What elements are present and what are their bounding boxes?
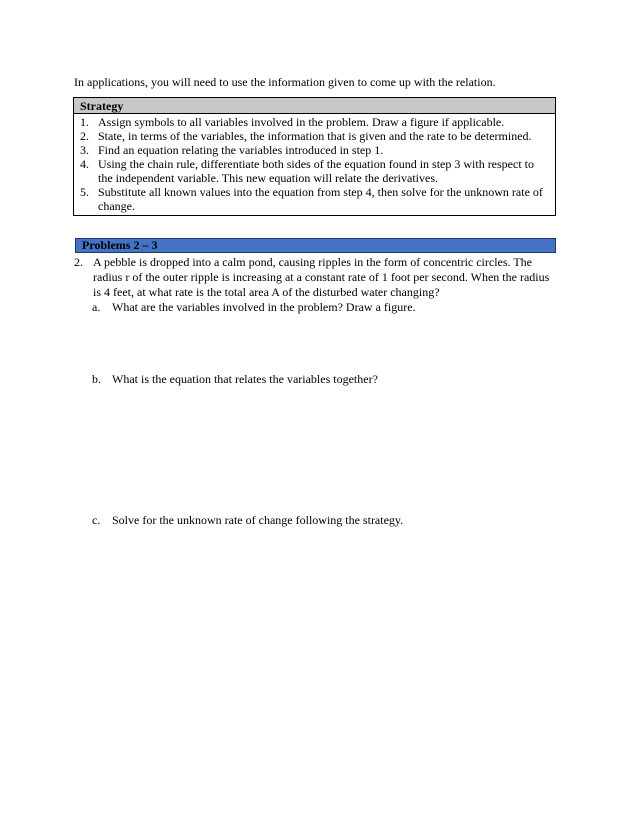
step-text: Assign symbols to all variables involved in the problem. Draw a figure if applicable. — [98, 115, 505, 129]
problem-part-c — [92, 513, 403, 528]
strategy-step — [74, 143, 555, 157]
part-label: a. — [92, 300, 101, 314]
step-text: Find an equation relating the variables introduced in step 1. — [98, 143, 384, 157]
problem-2 — [74, 255, 558, 300]
part-text: What is the equation that relates the variables together? — [112, 372, 378, 386]
problem-part-a — [92, 300, 416, 315]
problem-number: 2. — [74, 255, 83, 269]
strategy-title: Strategy — [74, 98, 555, 114]
step-number: 1. — [80, 115, 89, 129]
step-text: State, in terms of the variables, the information that is given and the rate to be determined. — [98, 129, 532, 143]
step-number: 3. — [80, 143, 89, 157]
problem-part-b — [92, 372, 378, 387]
strategy-step — [74, 129, 555, 143]
part-label: b. — [92, 372, 101, 386]
step-text: Substitute all known values into the equation from step 4, then solve for the unknown rate of change. — [98, 185, 543, 213]
part-label: c. — [92, 513, 101, 527]
part-text: Solve for the unknown rate of change following the strategy. — [112, 513, 404, 527]
problems-header: Problems 2 – 3 — [75, 238, 556, 253]
strategy-step — [74, 185, 555, 213]
strategy-list — [74, 114, 555, 215]
strategy-step — [74, 157, 555, 185]
strategy-box — [73, 97, 556, 216]
part-text: What are the variables involved in the problem? Draw a figure. — [112, 300, 416, 314]
strategy-step — [74, 115, 555, 129]
intro-text: In applications, you will need to use the information given to come up with the relation. — [74, 75, 496, 89]
step-text: Using the chain rule, differentiate both sides of the equation found in step 3 with respect to the independent variable. This new equation will relate the derivatives. — [98, 157, 535, 185]
step-number: 2. — [80, 129, 89, 143]
step-number: 4. — [80, 157, 89, 171]
step-number: 5. — [80, 185, 89, 199]
problem-text: A pebble is dropped into a calm pond, causing ripples in the form of concentric circles. The radius r of the outer ripple is increasing at a constant rate of 1 foot per second. When the radius is 4 feet, at what rate is the total area A of the disturbed water changing? — [93, 255, 550, 299]
